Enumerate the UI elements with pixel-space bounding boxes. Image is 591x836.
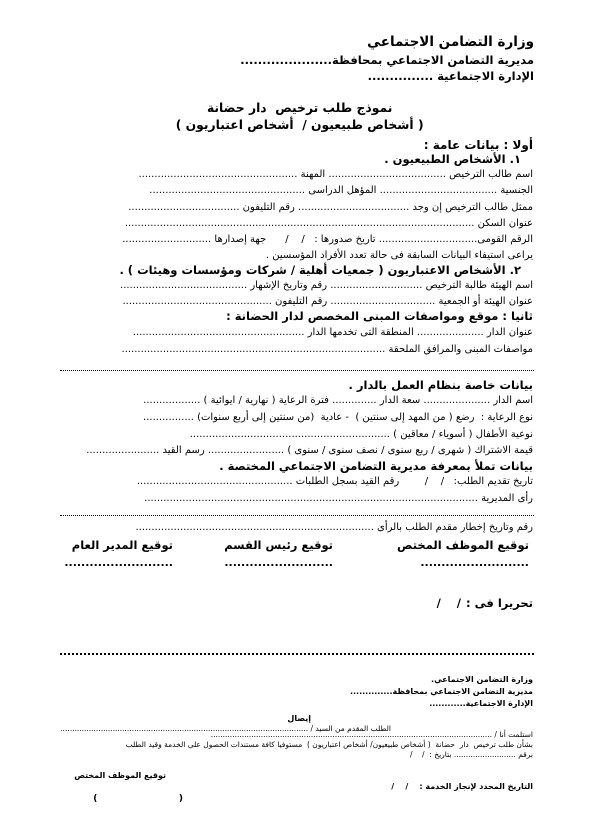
directorate-name: مديرية التضامن الاجتماعي بمحافظة..................... xyxy=(240,53,534,67)
receipt-applicant-line: الطلب المقدم من السيد / ........................................................................................................ xyxy=(60,724,391,733)
dotted-fill-line xyxy=(60,515,534,516)
receipt-title: إيصال xyxy=(287,714,311,723)
legal-persons-heading: ٢. الأشخاص الاعتباريون ( جمعيات أهلية / شركات ومؤسسات وهيئات ) . xyxy=(119,263,521,277)
receipt-employee-signature-label: توقيع الموظف المختص xyxy=(74,771,166,780)
form-row: نوع الرعاية : رضع ( من المهد إلى سنتين ) - عادية (من سنتين إلى أربع سنوات) ................ xyxy=(143,412,533,423)
form-row: رقم وتاريخ إخطار مقدم الطلب بالرأى ........................................................................... xyxy=(135,522,533,533)
form-row: رأى المديرية ......................................................................................................... xyxy=(144,493,533,504)
form-row: الرقم القومى............................... تاريخ صدورها : / / جهة إصدارها ............................ xyxy=(122,234,533,245)
form-row: اسم الدار ..................... سعة الدار .............. فترة الرعاية ( نهارية / ايوائية ) .................. xyxy=(143,395,533,406)
receipt-number-line: برقم .......................... بتاريخ : / / xyxy=(409,750,533,759)
signature-dots: .......................... xyxy=(64,556,173,569)
cut-line xyxy=(60,653,534,655)
form-row: قيمة الاشتراك ( شهرى / ربع سنوى / نصف سنوى / سنوى ) ........................ رسم القيد ....................... xyxy=(86,445,533,456)
form-row: عنوان الهيئة أو الجمعية ................................. رقم التليفون ............................................... xyxy=(122,296,533,307)
section-head-signature-label: توقيع رئيس القسم xyxy=(224,538,333,552)
form-row: عنوان السكن .............................................................................................................. xyxy=(124,218,533,229)
note-text: يراعى استيفاء البيانات السابقة فى حالة تعدد الأفراد المؤسسين . xyxy=(265,250,533,261)
form-row: عنوان الدار ..................... المنطقة التى تخدمها الدار ...................................................... xyxy=(132,327,533,338)
signature-dots: .......................... xyxy=(224,556,333,569)
receipt-received-line: استلمت أنا / ...................................................................................................................... xyxy=(210,730,533,739)
section-location-heading: ثانيا : موقع ومواصفات المبنى المخصص لدار الحضانة : xyxy=(226,309,533,323)
form-row: نوعية الأطفال ( أسوياء / معاقين ) ............................................................... xyxy=(189,429,533,440)
written-on-label: تحريرا فى : xyxy=(466,596,533,610)
dotted-fill-line xyxy=(60,370,534,371)
form-row: اسم الهيئة طالبة الترخيص ............................. رقم وتاريخ الإشهار ........................................ xyxy=(120,280,533,291)
receipt-detail-line: بشأن طلب ترخيص دار حضانة ( أشخاص طبيعيون/ أشخاص اعتباريون ) مستوفيا كافة مستندات الحصول على الخدمة وقيد الطلب xyxy=(125,740,533,749)
work-system-heading: بيانات خاصة بنظام العمل بالدار . xyxy=(348,378,533,392)
section-general-heading: أولا : بيانات عامة : xyxy=(423,138,533,152)
receipt-signature-placeholder: ( ) xyxy=(93,794,183,804)
receipt-department: الإدارة الاجتماعية............ xyxy=(429,699,533,708)
general-manager-signature-label: توقيع المدير العام xyxy=(71,538,173,552)
ministry-name: وزارة التضامن الاجتماعي xyxy=(367,34,534,50)
form-row: تاريخ تقديم الطلب: / / رقم القيد بسجل الطلبات ................................................. xyxy=(136,476,533,487)
receipt-completion-date: التاريخ المحدد لإنجاز الخدمة : / / xyxy=(391,782,533,791)
form-row: ممثل طالب الترخيص إن وجد ................................... رقم التليفون ................................... xyxy=(128,202,533,213)
employee-signature-label: توقيع الموظف المختص xyxy=(397,538,529,552)
form-row: الجنسية ..................................... المؤهل الدراسى ................................................. xyxy=(149,185,533,196)
written-on-date: / / xyxy=(436,596,461,610)
department-name: الإدارة الاجتماعية ............... xyxy=(367,69,534,83)
form-row: اسم طالب الترخيص ..................................... المهنة .................................................. xyxy=(138,169,533,180)
signature-dots: .......................... xyxy=(420,556,529,569)
receipt-ministry: وزارة التضامن الاجتماعي. xyxy=(431,675,533,684)
form-subtitle: ( أشخاص طبيعيون / أشخاص اعتباريون ) xyxy=(175,117,424,132)
directorate-section-heading: بيانات تملأ بمعرفة مديرية التضامن الاجتماعي المختصة . xyxy=(219,459,533,473)
form-row: مواصفات المبنى والمرافق الملحقة ................................................................................... xyxy=(121,344,533,355)
receipt-directorate: مديرية التضامن الاجتماعي بمحافظة.............. xyxy=(349,687,533,696)
natural-persons-heading: ١. الأشخاص الطبيعيون . xyxy=(384,152,521,166)
form-title: نموذج طلب ترخيص دار حضانة xyxy=(206,100,393,115)
